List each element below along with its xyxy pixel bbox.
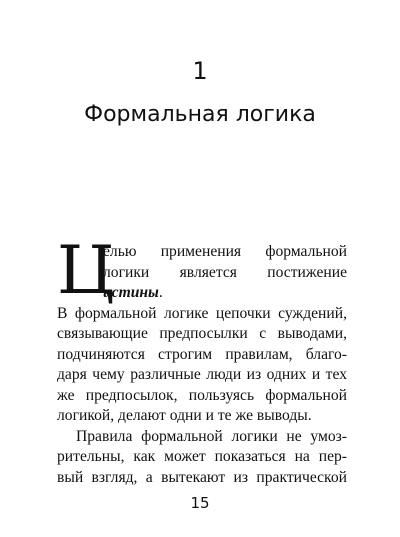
text-line: вый взгляд, а вытекают из практической [57, 468, 347, 486]
text-line: рительны, как может показаться на пер- [57, 448, 347, 465]
period: . [158, 284, 163, 301]
text-line [57, 283, 347, 304]
text-line: же предпосылок, пользуясь формальной [57, 386, 347, 404]
text-line: В формальной логике цепочки суждений, [57, 304, 347, 322]
emphasized-word: истины [103, 284, 159, 301]
drop-cap-letter: Ц [57, 238, 115, 308]
chapter-number: 1 [192, 57, 208, 85]
text-line: елью применения формальной [103, 243, 347, 260]
chapter-title: Формальная логика [84, 102, 316, 127]
page-number: 15 [190, 494, 210, 512]
body-text [57, 242, 347, 488]
text-line: подчиняются строгим правилам, благо- [57, 345, 347, 363]
text-line: Правила формальной логики не умоз- [76, 427, 347, 445]
text-line: логикой, делают одни и те же выводы. [57, 407, 312, 424]
text-line: даря чему различные люди из одних и тех [57, 366, 347, 383]
text-line: связывающие предпосылки с выводами, [57, 325, 347, 342]
text-line: логики является постижение [103, 263, 347, 281]
